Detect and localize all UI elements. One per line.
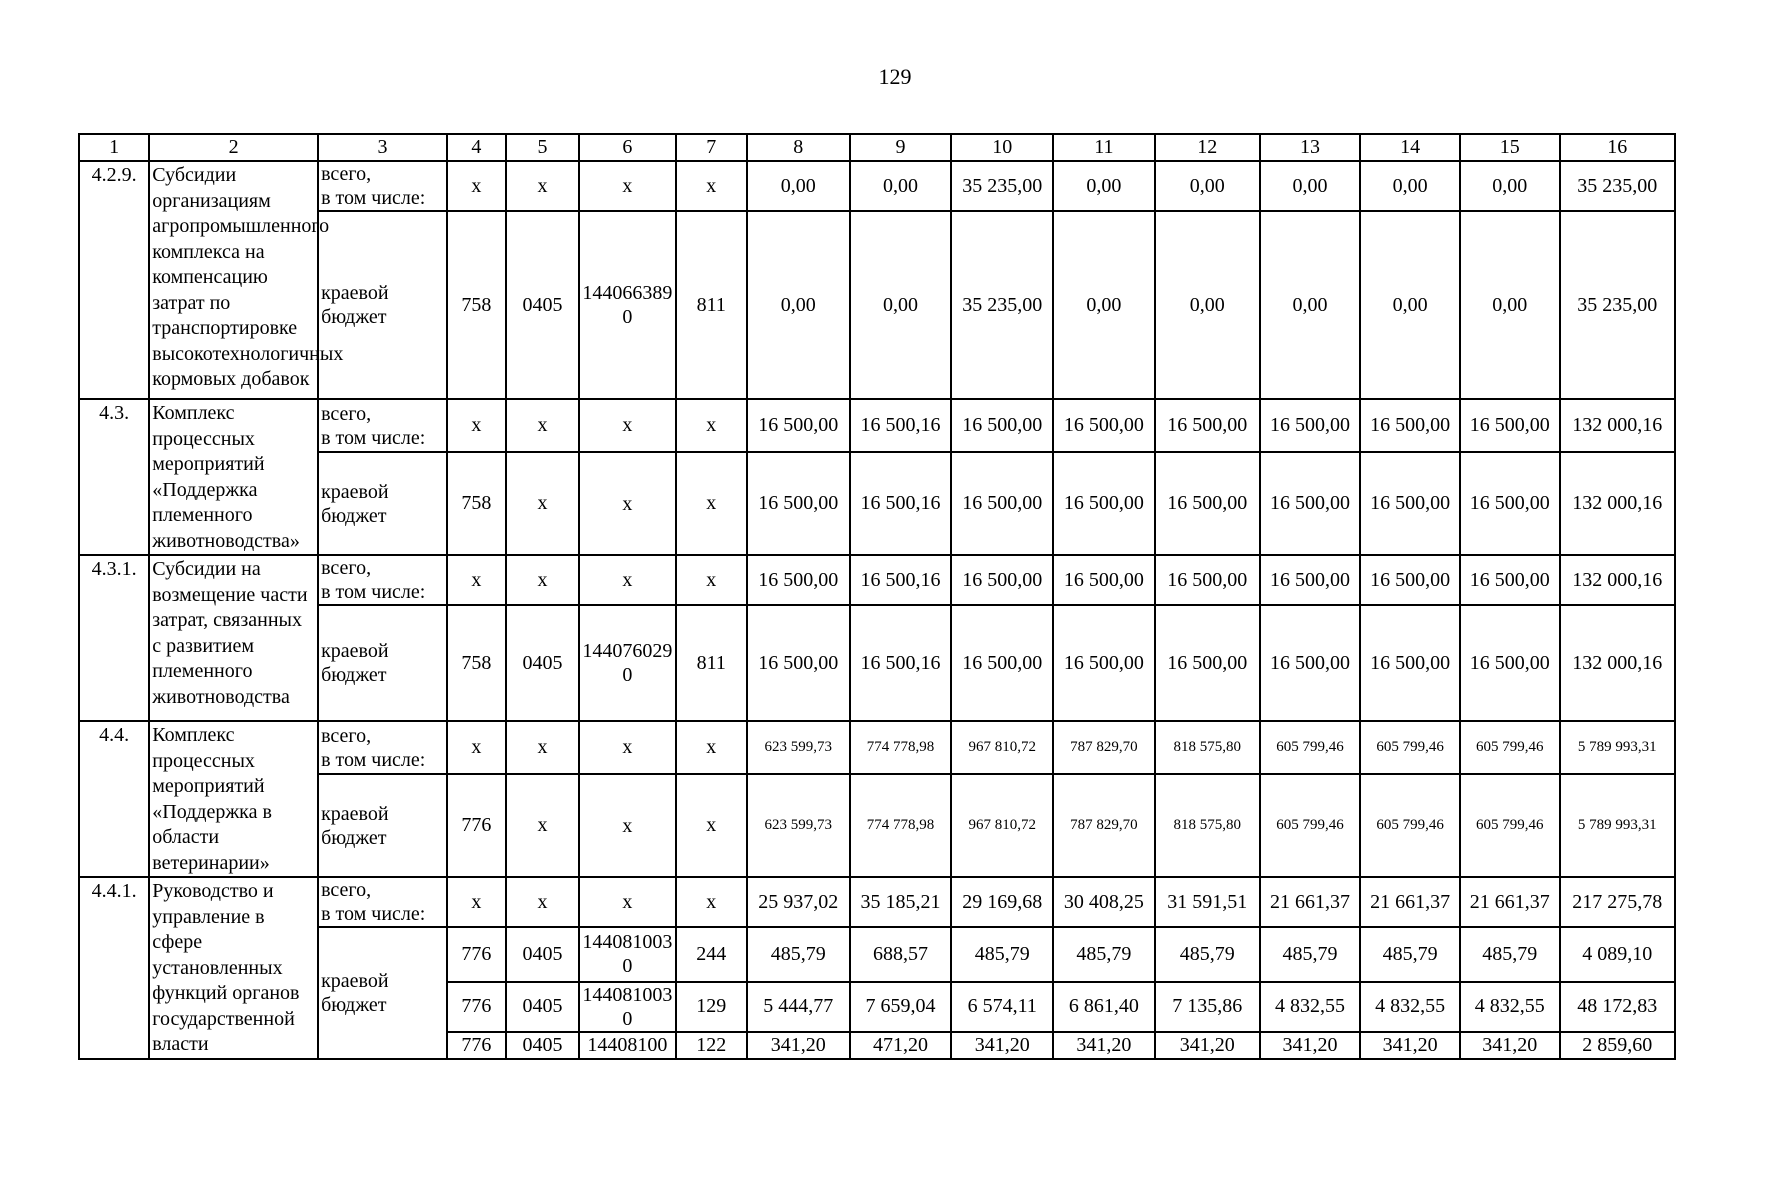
row-code: 4.2.9. bbox=[79, 161, 149, 399]
value-cell: 16 500,00 bbox=[951, 452, 1053, 555]
funding-source-line: в том числе: bbox=[321, 426, 426, 449]
value-cell: 16 500,00 bbox=[1155, 555, 1260, 605]
value-cell: 16 500,00 bbox=[1360, 605, 1460, 721]
code-cell: 0405 bbox=[506, 927, 579, 982]
value-cell: 16 500,16 bbox=[850, 605, 952, 721]
funding-source-total bbox=[318, 555, 447, 605]
value-cell: 16 500,00 bbox=[1155, 399, 1260, 452]
value-cell: 132 000,16 bbox=[1560, 605, 1676, 721]
value-cell: 0,00 bbox=[1155, 161, 1260, 211]
column-header: 9 bbox=[850, 134, 952, 161]
code-cell: x bbox=[579, 555, 675, 605]
value-cell: 4 832,55 bbox=[1360, 982, 1460, 1032]
code-cell: x bbox=[579, 774, 675, 877]
value-cell: 341,20 bbox=[1155, 1032, 1260, 1059]
code-cell: x bbox=[506, 161, 579, 211]
value-cell: 485,79 bbox=[1260, 927, 1361, 982]
table-row bbox=[79, 399, 1675, 452]
table-row bbox=[79, 555, 1675, 605]
row-name: Субсидии на возмещение части затрат, связанных с развитием племенного животноводства bbox=[149, 555, 318, 721]
value-cell: 5 789 993,31 bbox=[1560, 774, 1676, 877]
code-cell: 758 bbox=[447, 605, 506, 721]
column-header: 7 bbox=[676, 134, 747, 161]
column-header: 16 bbox=[1560, 134, 1676, 161]
code-cell: x bbox=[676, 399, 747, 452]
value-cell: 605 799,46 bbox=[1460, 774, 1560, 877]
code-cell: 1440810030 bbox=[579, 927, 675, 982]
table-row bbox=[79, 877, 1675, 927]
value-cell: 16 500,00 bbox=[1260, 452, 1361, 555]
value-cell: 16 500,16 bbox=[850, 555, 952, 605]
value-cell: 16 500,00 bbox=[951, 605, 1053, 721]
value-cell: 16 500,00 bbox=[951, 399, 1053, 452]
funding-source-budget: краевой бюджет bbox=[318, 211, 447, 399]
value-cell: 16 500,00 bbox=[1460, 399, 1560, 452]
value-cell: 35 185,21 bbox=[850, 877, 952, 927]
column-header: 14 bbox=[1360, 134, 1460, 161]
header-row bbox=[79, 134, 1675, 161]
value-cell: 132 000,16 bbox=[1560, 399, 1676, 452]
code-cell: x bbox=[676, 161, 747, 211]
value-cell: 485,79 bbox=[1460, 927, 1560, 982]
value-cell: 2 859,60 bbox=[1560, 1032, 1676, 1059]
funding-source-total bbox=[318, 877, 447, 927]
value-cell: 16 500,00 bbox=[1360, 555, 1460, 605]
code-cell: 811 bbox=[676, 605, 747, 721]
funding-source-budget: краевой бюджет bbox=[318, 774, 447, 877]
value-cell: 341,20 bbox=[951, 1032, 1053, 1059]
value-cell: 16 500,00 bbox=[747, 452, 850, 555]
value-cell: 21 661,37 bbox=[1260, 877, 1361, 927]
funding-source-budget: краевой бюджет bbox=[318, 927, 447, 1059]
code-cell: 0405 bbox=[506, 211, 579, 399]
value-cell: 16 500,00 bbox=[747, 399, 850, 452]
value-cell: 774 778,98 bbox=[850, 721, 952, 774]
funding-source-line: всего, bbox=[321, 879, 372, 901]
table-row bbox=[79, 721, 1675, 774]
row-name: Комплекс процессных мероприятий «Поддержка племенного животноводства» bbox=[149, 399, 318, 555]
value-cell: 6 574,11 bbox=[951, 982, 1053, 1032]
value-cell: 31 591,51 bbox=[1155, 877, 1260, 927]
code-cell: x bbox=[506, 555, 579, 605]
funding-source-budget: краевой бюджет bbox=[318, 605, 447, 721]
value-cell: 16 500,00 bbox=[1360, 399, 1460, 452]
value-cell: 30 408,25 bbox=[1053, 877, 1155, 927]
value-cell: 16 500,00 bbox=[1155, 452, 1260, 555]
code-cell: x bbox=[447, 721, 506, 774]
row-code: 4.3. bbox=[79, 399, 149, 555]
value-cell: 341,20 bbox=[1260, 1032, 1361, 1059]
funding-source-line: всего, bbox=[321, 557, 372, 579]
funding-source-total bbox=[318, 399, 447, 452]
value-cell: 16 500,00 bbox=[1053, 605, 1155, 721]
code-cell: 811 bbox=[676, 211, 747, 399]
budget-table bbox=[78, 133, 1676, 1060]
funding-source-total bbox=[318, 161, 447, 211]
value-cell: 0,00 bbox=[1460, 211, 1560, 399]
code-cell: 129 bbox=[676, 982, 747, 1032]
code-cell: 0405 bbox=[506, 982, 579, 1032]
code-cell: x bbox=[506, 774, 579, 877]
value-cell: 605 799,46 bbox=[1260, 774, 1361, 877]
code-cell: x bbox=[676, 555, 747, 605]
value-cell: 0,00 bbox=[1053, 211, 1155, 399]
table-row bbox=[79, 774, 1675, 877]
value-cell: 818 575,80 bbox=[1155, 774, 1260, 877]
value-cell: 16 500,16 bbox=[850, 452, 952, 555]
funding-source-line: всего, bbox=[321, 724, 372, 747]
code-cell: x bbox=[579, 399, 675, 452]
value-cell: 5 444,77 bbox=[747, 982, 850, 1032]
value-cell: 787 829,70 bbox=[1053, 774, 1155, 877]
value-cell: 21 661,37 bbox=[1460, 877, 1560, 927]
column-header: 10 bbox=[951, 134, 1053, 161]
value-cell: 16 500,00 bbox=[1260, 605, 1361, 721]
code-cell: x bbox=[447, 877, 506, 927]
value-cell: 341,20 bbox=[1460, 1032, 1560, 1059]
row-name: Субсидии организациям агропромышленного комплекса на компенсацию затрат по транспортировке высокотехнологичных кормовых добавок bbox=[149, 161, 318, 399]
row-code: 4.4. bbox=[79, 721, 149, 877]
code-cell: 0405 bbox=[506, 605, 579, 721]
value-cell: 4 089,10 bbox=[1560, 927, 1676, 982]
value-cell: 485,79 bbox=[747, 927, 850, 982]
value-cell: 485,79 bbox=[1053, 927, 1155, 982]
column-header: 6 bbox=[579, 134, 675, 161]
funding-source-line: всего, bbox=[321, 402, 372, 425]
code-cell: 1440663890 bbox=[579, 211, 675, 399]
code-cell: x bbox=[579, 877, 675, 927]
value-cell: 0,00 bbox=[1360, 211, 1460, 399]
value-cell: 0,00 bbox=[747, 211, 850, 399]
value-cell: 35 235,00 bbox=[1560, 161, 1676, 211]
value-cell: 132 000,16 bbox=[1560, 452, 1676, 555]
value-cell: 623 599,73 bbox=[747, 774, 850, 877]
value-cell: 16 500,00 bbox=[1053, 452, 1155, 555]
value-cell: 4 832,55 bbox=[1260, 982, 1361, 1032]
code-cell: 758 bbox=[447, 452, 506, 555]
row-name: Руководство и управление в сфере установленных функций органов государственной власти bbox=[149, 877, 318, 1059]
funding-source-line: в том числе: bbox=[321, 187, 426, 209]
row-name: Комплекс процессных мероприятий «Поддержка в области ветеринарии» bbox=[149, 721, 318, 877]
table-row bbox=[79, 161, 1675, 211]
value-cell: 16 500,00 bbox=[1155, 605, 1260, 721]
code-cell: x bbox=[447, 555, 506, 605]
value-cell: 16 500,00 bbox=[1260, 555, 1361, 605]
code-cell: 776 bbox=[447, 774, 506, 877]
value-cell: 16 500,00 bbox=[1460, 452, 1560, 555]
funding-source-budget: краевой бюджет bbox=[318, 452, 447, 555]
value-cell: 0,00 bbox=[1260, 161, 1361, 211]
value-cell: 341,20 bbox=[1360, 1032, 1460, 1059]
value-cell: 818 575,80 bbox=[1155, 721, 1260, 774]
value-cell: 341,20 bbox=[1053, 1032, 1155, 1059]
code-cell: x bbox=[447, 161, 506, 211]
value-cell: 16 500,00 bbox=[1460, 555, 1560, 605]
column-header: 8 bbox=[747, 134, 850, 161]
value-cell: 485,79 bbox=[951, 927, 1053, 982]
value-cell: 967 810,72 bbox=[951, 774, 1053, 877]
code-cell: 1440810030 bbox=[579, 982, 675, 1032]
value-cell: 21 661,37 bbox=[1360, 877, 1460, 927]
code-cell: x bbox=[676, 877, 747, 927]
table-row bbox=[79, 452, 1675, 555]
code-cell: x bbox=[676, 721, 747, 774]
value-cell: 0,00 bbox=[1360, 161, 1460, 211]
value-cell: 605 799,46 bbox=[1260, 721, 1361, 774]
code-cell: 758 bbox=[447, 211, 506, 399]
column-header: 1 bbox=[79, 134, 149, 161]
value-cell: 967 810,72 bbox=[951, 721, 1053, 774]
value-cell: 485,79 bbox=[1360, 927, 1460, 982]
value-cell: 35 235,00 bbox=[951, 211, 1053, 399]
code-cell: x bbox=[579, 721, 675, 774]
value-cell: 16 500,16 bbox=[850, 399, 952, 452]
value-cell: 35 235,00 bbox=[951, 161, 1053, 211]
value-cell: 0,00 bbox=[850, 161, 952, 211]
code-cell: x bbox=[506, 452, 579, 555]
row-code: 4.3.1. bbox=[79, 555, 149, 721]
value-cell: 16 500,00 bbox=[747, 605, 850, 721]
value-cell: 0,00 bbox=[1260, 211, 1361, 399]
code-cell: x bbox=[676, 774, 747, 877]
value-cell: 0,00 bbox=[1460, 161, 1560, 211]
value-cell: 7 135,86 bbox=[1155, 982, 1260, 1032]
column-header: 3 bbox=[318, 134, 447, 161]
value-cell: 16 500,00 bbox=[1360, 452, 1460, 555]
value-cell: 25 937,02 bbox=[747, 877, 850, 927]
value-cell: 16 500,00 bbox=[1053, 399, 1155, 452]
value-cell: 341,20 bbox=[747, 1032, 850, 1059]
column-header: 11 bbox=[1053, 134, 1155, 161]
value-cell: 29 169,68 bbox=[951, 877, 1053, 927]
column-header: 12 bbox=[1155, 134, 1260, 161]
value-cell: 605 799,46 bbox=[1360, 774, 1460, 877]
code-cell: 776 bbox=[447, 1032, 506, 1059]
table-row bbox=[79, 927, 1675, 982]
table-row bbox=[79, 605, 1675, 721]
code-cell: x bbox=[447, 399, 506, 452]
value-cell: 0,00 bbox=[747, 161, 850, 211]
value-cell: 787 829,70 bbox=[1053, 721, 1155, 774]
code-cell: 14408100 bbox=[579, 1032, 675, 1059]
row-code: 4.4.1. bbox=[79, 877, 149, 1059]
code-cell: x bbox=[506, 399, 579, 452]
value-cell: 6 861,40 bbox=[1053, 982, 1155, 1032]
value-cell: 623 599,73 bbox=[747, 721, 850, 774]
column-header: 2 bbox=[149, 134, 318, 161]
value-cell: 4 832,55 bbox=[1460, 982, 1560, 1032]
value-cell: 5 789 993,31 bbox=[1560, 721, 1676, 774]
code-cell: x bbox=[579, 161, 675, 211]
value-cell: 35 235,00 bbox=[1560, 211, 1676, 399]
code-cell: 776 bbox=[447, 982, 506, 1032]
funding-source-line: в том числе: bbox=[321, 903, 426, 925]
value-cell: 7 659,04 bbox=[850, 982, 952, 1032]
value-cell: 0,00 bbox=[1155, 211, 1260, 399]
value-cell: 688,57 bbox=[850, 927, 952, 982]
value-cell: 48 172,83 bbox=[1560, 982, 1676, 1032]
page-number: 129 bbox=[878, 64, 912, 89]
value-cell: 0,00 bbox=[1053, 161, 1155, 211]
value-cell: 0,00 bbox=[850, 211, 952, 399]
funding-source-line: в том числе: bbox=[321, 748, 426, 771]
code-cell: x bbox=[506, 721, 579, 774]
value-cell: 485,79 bbox=[1155, 927, 1260, 982]
value-cell: 774 778,98 bbox=[850, 774, 952, 877]
value-cell: 217 275,78 bbox=[1560, 877, 1676, 927]
value-cell: 605 799,46 bbox=[1360, 721, 1460, 774]
value-cell: 16 500,00 bbox=[1460, 605, 1560, 721]
funding-source-total bbox=[318, 721, 447, 774]
value-cell: 16 500,00 bbox=[1053, 555, 1155, 605]
code-cell: 0405 bbox=[506, 1032, 579, 1059]
code-cell: x bbox=[506, 877, 579, 927]
value-cell: 16 500,00 bbox=[1260, 399, 1361, 452]
value-cell: 132 000,16 bbox=[1560, 555, 1676, 605]
funding-source-line: всего, bbox=[321, 163, 372, 185]
code-cell: x bbox=[676, 452, 747, 555]
value-cell: 605 799,46 bbox=[1460, 721, 1560, 774]
column-header: 13 bbox=[1260, 134, 1361, 161]
funding-source-line: в том числе: bbox=[321, 581, 426, 603]
column-header: 15 bbox=[1460, 134, 1560, 161]
code-cell: x bbox=[579, 452, 675, 555]
column-header: 5 bbox=[506, 134, 579, 161]
value-cell: 16 500,00 bbox=[747, 555, 850, 605]
code-cell: 244 bbox=[676, 927, 747, 982]
value-cell: 471,20 bbox=[850, 1032, 952, 1059]
column-header: 4 bbox=[447, 134, 506, 161]
code-cell: 122 bbox=[676, 1032, 747, 1059]
code-cell: 776 bbox=[447, 927, 506, 982]
value-cell: 16 500,00 bbox=[951, 555, 1053, 605]
code-cell: 1440760290 bbox=[579, 605, 675, 721]
